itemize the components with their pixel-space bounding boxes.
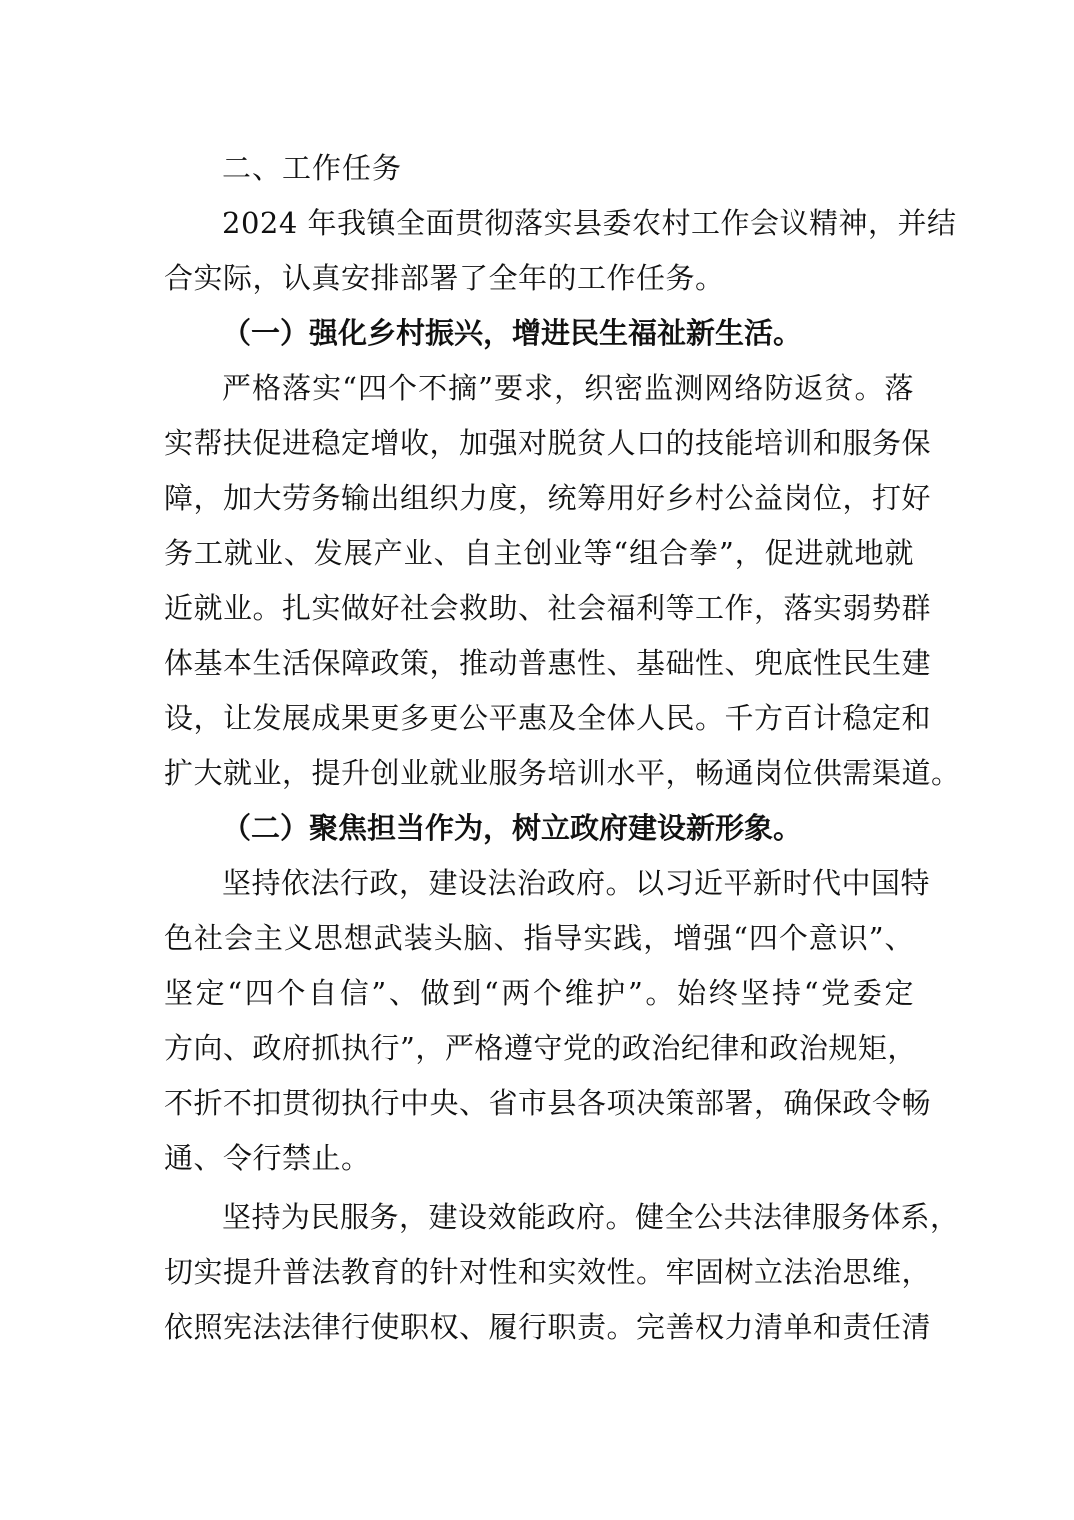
paragraph-line: 严格落实“四个不摘”要求，织密监测网络防返贫。落 [222,371,914,405]
paragraph-line: 方向、政府抓执行”，严格遵守党的政治纪律和政治规矩， [164,1031,917,1065]
intro-line: 2024 年我镇全面贯彻落实县委农村工作会议精神，并结 [222,206,957,240]
paragraph-line: 坚持为民服务，建设效能政府。健全公共法律服务体系， [222,1200,960,1234]
paragraph-line: 务工就业、发展产业、自主创业等“组合拳”，促进就地就 [164,536,914,570]
paragraph-line: 坚定“四个自信”、做到“两个维护”。始终坚持“党委定 [164,976,914,1010]
subsection-2-paragraph-1 [164,856,932,1186]
paragraph-line: 通、令行禁止。 [164,1141,371,1175]
paragraph-line: 不折不扣贯彻执行中央、省市县各项决策部署，确保政令畅 [164,1086,932,1120]
subsection-1-title: （一）强化乡村振兴，增进民生福祉新生活。 [222,316,803,350]
section-heading: 二、工作任务 [222,151,403,185]
paragraph-line: 坚持依法行政，建设法治政府。以习近平新时代中国特 [222,866,931,900]
subsection-1-paragraph [164,361,961,801]
paragraph-line: 障，加大劳务输出组织力度，统筹用好乡村公益岗位，打好 [164,481,932,515]
paragraph-line: 切实提升普法教育的针对性和实效性。牢固树立法治思维， [164,1255,932,1289]
paragraph-line: 扩大就业，提升创业就业服务培训水平，畅通岗位供需渠道。 [164,756,961,790]
paragraph-line: 近就业。扎实做好社会救助、社会福利等工作，落实弱势群 [164,591,932,625]
subsection-2-paragraph-2 [164,1190,960,1355]
paragraph-line: 实帮扶促进稳定增收，加强对脱贫人口的技能培训和服务保 [164,426,932,460]
subsection-2-title: （二）聚焦担当作为，树立政府建设新形象。 [222,811,803,845]
paragraph-line: 色社会主义思想武装头脑、指导实践，增强“四个意识”、 [164,921,914,955]
paragraph-line: 设，让发展成果更多更公平惠及全体人民。千方百计稳定和 [164,701,932,735]
paragraph-line: 体基本生活保障政策，推动普惠性、基础性、兜底性民生建 [164,646,932,680]
intro-line: 合实际，认真安排部署了全年的工作任务。 [164,261,725,295]
intro-paragraph [164,196,957,306]
paragraph-line: 依照宪法法律行使职权、履行职责。完善权力清单和责任清 [164,1310,932,1344]
document-page [164,141,961,1355]
